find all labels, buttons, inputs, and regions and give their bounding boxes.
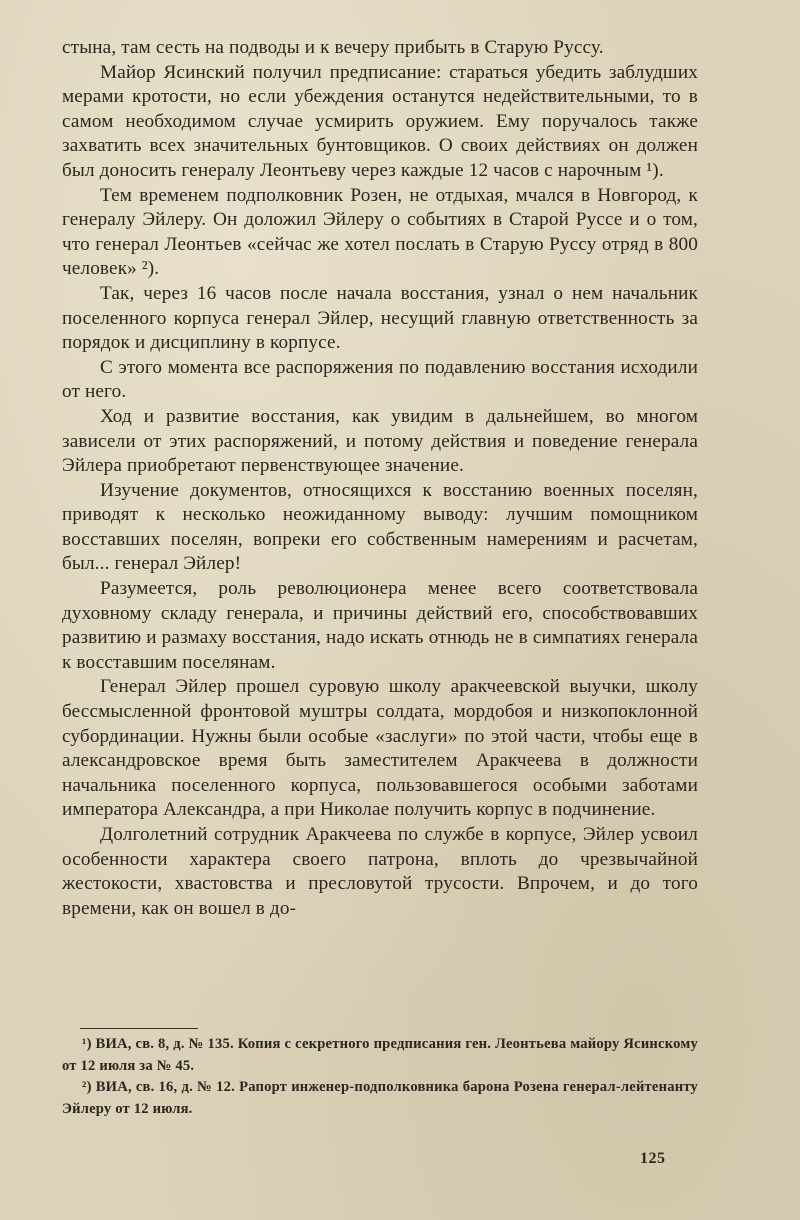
paragraph-10: Долголетний сотрудник Аракчеева по службе в корпусе, Эйлер усвоил особенности характера своего патрона, вплоть до чрезвычайной жестокости, хвастовства и пресловутой трусости. Впрочем, и до того времени, как он вошел в до-: [62, 824, 698, 919]
paragraph-5: С этого момента все распоряжения по подавлению восстания исходили от него.: [62, 356, 698, 403]
body-text: [62, 36, 698, 921]
page-number: 125: [640, 1150, 666, 1167]
footnotes: [62, 1034, 698, 1120]
paragraph-8: Разумеется, роль революционера менее всего соответствовала духовному складу генерала, и причины действий его, способствовавших развитию и размаху восстания, надо искать отнюдь не в симпатиях генерала к восставшим поселянам.: [62, 578, 698, 673]
paragraph-3: Тем временем подполковник Розен, не отдыхая, мчался в Новгород, к генералу Эйлеру. Он доложил Эйлеру о событиях в Старой Руссе и о том, что генерал Леонтьев «сейчас же хотел послать в Старую Руссу отряд в 800 человек» ²).: [62, 184, 698, 280]
paragraph-7: Изучение документов, относящихся к восстанию военных поселян, приводят к несколько неожиданному выводу: лучшим помощником восставших поселян, вопреки его собственным намерениям и расчетам, был... генерал Эйлер!: [62, 479, 698, 575]
paragraph-6: Ход и развитие восстания, как увидим в дальнейшем, во многом зависели от этих распоряжений, и потому действия и поведение генерала Эйлера приобретают первенствующее значение.: [62, 405, 698, 477]
footnote-2: ²) ВИА, св. 16, д. № 12. Рапорт инженер-подполковника барона Розена генерал-лейтенанту Эйлеру от 12 июля.: [62, 1079, 698, 1117]
paragraph-1: стына, там сесть на подводы и к вечеру прибыть в Старую Руссу.: [62, 37, 604, 58]
footnote-divider: [80, 1028, 198, 1029]
footnote-1: ¹) ВИА, св. 8, д. № 135. Копия с секретного предписания ген. Леонтьева майору Ясинскому от 12 июля за № 45.: [62, 1036, 698, 1074]
paragraph-4: Так, через 16 часов после начала восстания, узнал о нем начальник поселенного корпуса генерал Эйлер, несущий главную ответственность за порядок и дисциплину в корпусе.: [62, 282, 698, 354]
paragraph-9: Генерал Эйлер прошел суровую школу аракчеевской выучки, школу бессмысленной фронтовой муштры солдата, мордобоя и низкопоклонной субординации. Нужны были особые «заслуги» по этой части, чтобы еще в александровское время быть заместителем Аракчеева в должности начальника поселенного корпуса, пользовавшегося особыми заботами императора Александра, а при Николае получить корпус в подчинение.: [62, 676, 698, 821]
paragraph-2: Майор Ясинский получил предписание: стараться убедить заблудших мерами кротости, но если убеждения останутся недействительными, то в самом необходимом случае усмирить оружием. Ему поручалось также захватить всех значительных бунтовщиков. О своих действиях он должен был доносить генералу Леонтьеву через каждые 12 часов с нарочным ¹).: [62, 61, 698, 181]
